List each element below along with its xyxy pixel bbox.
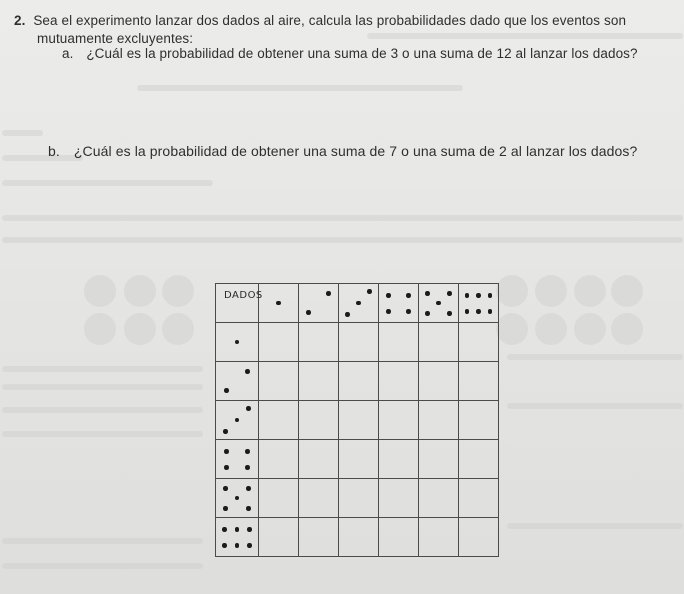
outcome-cell[interactable] bbox=[259, 518, 299, 557]
outcome-cell[interactable] bbox=[459, 518, 499, 557]
die-face-row-header-2 bbox=[216, 362, 259, 401]
dice-row-6 bbox=[216, 518, 499, 557]
outcome-cell[interactable] bbox=[299, 323, 339, 362]
die-face-row-header-5 bbox=[216, 479, 259, 518]
die-pip bbox=[247, 527, 252, 532]
die-pip bbox=[224, 449, 229, 454]
die-face-row-header-6 bbox=[216, 518, 259, 557]
dice-row-2 bbox=[216, 362, 499, 401]
die-pip bbox=[447, 311, 452, 316]
die-face-row-header-3 bbox=[216, 401, 259, 440]
outcome-cell[interactable] bbox=[379, 518, 419, 557]
outcome-cell[interactable] bbox=[419, 518, 459, 557]
die-pip bbox=[306, 310, 311, 315]
outcome-cell[interactable] bbox=[339, 323, 379, 362]
part-a bbox=[62, 46, 638, 61]
outcome-cell[interactable] bbox=[339, 362, 379, 401]
die-pip bbox=[326, 291, 331, 296]
die-pip bbox=[246, 486, 251, 491]
die-face-header-6 bbox=[459, 284, 499, 323]
outcome-cell[interactable] bbox=[299, 362, 339, 401]
die-pip bbox=[235, 340, 240, 345]
dice-corner-label: DADOS bbox=[224, 290, 263, 301]
die-pip bbox=[447, 291, 452, 296]
die-face-header-1 bbox=[259, 284, 299, 323]
outcome-cell[interactable] bbox=[379, 362, 419, 401]
die-pip bbox=[223, 429, 228, 434]
die-pip bbox=[425, 291, 430, 296]
die-pip bbox=[247, 543, 252, 548]
die-pip bbox=[386, 293, 391, 298]
die-pip bbox=[356, 301, 361, 306]
outcome-cell[interactable] bbox=[259, 323, 299, 362]
outcome-cell[interactable] bbox=[459, 401, 499, 440]
outcome-cell[interactable] bbox=[419, 479, 459, 518]
outcome-cell[interactable] bbox=[459, 323, 499, 362]
die-pip bbox=[223, 486, 228, 491]
die-pip bbox=[246, 406, 251, 411]
die-pip bbox=[465, 293, 470, 298]
question-2-text: Sea el experimento lanzar dos dados al aire, calcula las probabilidades dado que los eventos son bbox=[33, 13, 627, 28]
die-pip bbox=[245, 369, 250, 374]
die-pip bbox=[224, 465, 229, 470]
dice-row-5 bbox=[216, 479, 499, 518]
part-b-question: ¿Cuál es la probabilidad de obtener una suma de 7 o una suma de 2 al lanzar los dados? bbox=[73, 143, 638, 159]
question-2-line-2: mutuamente excluyentes: bbox=[37, 31, 194, 46]
die-pip bbox=[406, 293, 411, 298]
outcome-cell[interactable] bbox=[259, 401, 299, 440]
outcome-cell[interactable] bbox=[459, 440, 499, 479]
outcome-cell[interactable] bbox=[259, 440, 299, 479]
outcome-cell[interactable] bbox=[459, 362, 499, 401]
outcome-cell[interactable] bbox=[379, 440, 419, 479]
dice-table bbox=[215, 283, 499, 557]
die-pip bbox=[276, 301, 281, 306]
outcome-cell[interactable] bbox=[259, 362, 299, 401]
die-pip bbox=[386, 309, 391, 314]
part-a-label: a. bbox=[62, 46, 74, 61]
die-pip bbox=[223, 506, 228, 511]
die-pip bbox=[235, 527, 240, 532]
die-pip bbox=[367, 289, 372, 294]
die-pip bbox=[235, 543, 240, 548]
die-pip bbox=[476, 293, 481, 298]
outcome-cell[interactable] bbox=[299, 401, 339, 440]
die-face-header-2 bbox=[299, 284, 339, 323]
die-face-row-header-1 bbox=[216, 323, 259, 362]
dice-row-4 bbox=[216, 440, 499, 479]
die-pip bbox=[222, 527, 227, 532]
outcome-cell[interactable] bbox=[299, 479, 339, 518]
die-pip bbox=[465, 309, 470, 314]
outcome-cell[interactable] bbox=[419, 440, 459, 479]
outcome-cell[interactable] bbox=[299, 440, 339, 479]
die-pip bbox=[488, 309, 493, 314]
die-pip bbox=[224, 388, 229, 393]
dice-row-3 bbox=[216, 401, 499, 440]
outcome-cell[interactable] bbox=[339, 518, 379, 557]
question-2-line-1 bbox=[14, 13, 626, 28]
die-pip bbox=[345, 312, 350, 317]
part-b bbox=[48, 143, 637, 159]
die-pip bbox=[488, 293, 493, 298]
part-a-question: ¿Cuál es la probabilidad de obtener una suma de 3 o una suma de 12 al lanzar los dados? bbox=[86, 46, 638, 61]
die-pip bbox=[476, 309, 481, 314]
dice-corner-cell bbox=[216, 284, 263, 323]
die-face-header-5 bbox=[419, 284, 459, 323]
die-pip bbox=[246, 506, 251, 511]
dice-row-1 bbox=[216, 323, 499, 362]
die-face-row-header-4 bbox=[216, 440, 259, 479]
outcome-cell[interactable] bbox=[339, 401, 379, 440]
outcome-cell[interactable] bbox=[419, 401, 459, 440]
die-pip bbox=[245, 465, 250, 470]
question-number: 2. bbox=[14, 13, 26, 28]
dice-header-row bbox=[216, 284, 499, 323]
die-face-header-3 bbox=[339, 284, 379, 323]
outcome-cell[interactable] bbox=[299, 518, 339, 557]
outcome-cell[interactable] bbox=[339, 479, 379, 518]
outcome-cell[interactable] bbox=[379, 401, 419, 440]
die-pip bbox=[406, 309, 411, 314]
die-pip bbox=[222, 543, 227, 548]
outcome-cell[interactable] bbox=[379, 323, 419, 362]
die-pip bbox=[425, 311, 430, 316]
part-b-label: b. bbox=[48, 143, 60, 159]
die-pip bbox=[235, 496, 240, 501]
outcome-cell[interactable] bbox=[419, 323, 459, 362]
outcome-cell[interactable] bbox=[259, 479, 299, 518]
die-pip bbox=[235, 418, 240, 423]
outcome-cell[interactable] bbox=[379, 479, 419, 518]
outcome-cell[interactable] bbox=[419, 362, 459, 401]
die-pip bbox=[245, 449, 250, 454]
die-pip bbox=[436, 301, 441, 306]
outcome-cell[interactable] bbox=[459, 479, 499, 518]
die-face-header-4 bbox=[379, 284, 419, 323]
outcome-cell[interactable] bbox=[339, 440, 379, 479]
